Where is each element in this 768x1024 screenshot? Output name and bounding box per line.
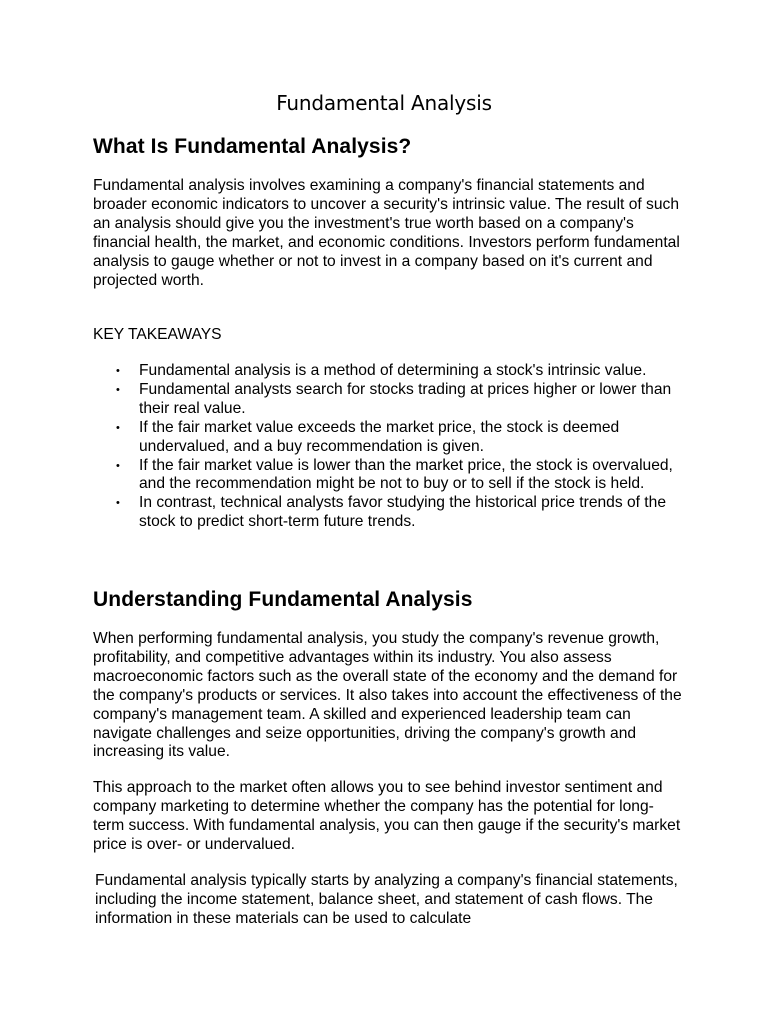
bullet-icon: • <box>116 497 120 510</box>
understanding-paragraph-1: When performing fundamental analysis, you study the company's revenue growth, profitability, and competitive advantages within its industry. You also assess macroeconomic factors such as the overall state of the economy and the demand for the company's products or services. It also takes into account the effectiveness of the company's management team. A skilled and experienced leadership team can navigate challenges and seize opportunities, driving the company's growth and increasing its value. <box>93 630 682 761</box>
list-item <box>93 381 683 419</box>
key-takeaways-label: KEY TAKEAWAYS <box>93 326 222 343</box>
bullet-icon: • <box>116 383 120 396</box>
list-item-text: Fundamental analysts search for stocks trading at prices higher or lower than their real value. <box>139 380 672 417</box>
key-takeaways-list <box>93 362 683 532</box>
list-item-text: Fundamental analysis is a method of determining a stock's intrinsic value. <box>139 362 647 379</box>
list-item-text: If the fair market value exceeds the market price, the stock is deemed undervalued, and a buy recommendation is given. <box>139 418 620 455</box>
intro-paragraph: Fundamental analysis involves examining a company's financial statements and broader economic indicators to uncover a security's intrinsic value. The result of such an analysis should give you the investment's true worth based on a company's financial health, the market, and economic conditions. Investors perform fundamental analysis to gauge whether or not to invest in a company based on it's current and projected worth. <box>93 177 680 289</box>
list-item <box>93 362 683 381</box>
document-title: Fundamental Analysis <box>276 91 492 115</box>
section-heading-understanding: Understanding Fundamental Analysis <box>93 588 473 611</box>
understanding-paragraph-2: This approach to the market often allows you to see behind investor sentiment and company marketing to determine whether the company has the potential for long-term success. With fundamental analysis, you can then gauge if the security's market price is over- or undervalued. <box>93 779 681 853</box>
list-item <box>93 419 683 457</box>
list-item <box>93 494 683 532</box>
bullet-icon: • <box>116 459 120 472</box>
list-item <box>93 457 683 495</box>
bullet-icon: • <box>116 421 120 434</box>
section-heading-what-is: What Is Fundamental Analysis? <box>93 135 412 158</box>
bullet-icon: • <box>116 365 120 377</box>
understanding-paragraph-3: Fundamental analysis typically starts by analyzing a company's financial statements, including the income statement, balance sheet, and statement of cash flows. The information in these materials can be used to calculate <box>95 872 678 927</box>
list-item-text: In contrast, technical analysts favor studying the historical price trends of the stock to predict short-term future trends. <box>139 494 666 531</box>
list-item-text: If the fair market value is lower than the market price, the stock is overvalued, and the recommendation might be not to buy or to sell if the stock is held. <box>139 456 673 493</box>
